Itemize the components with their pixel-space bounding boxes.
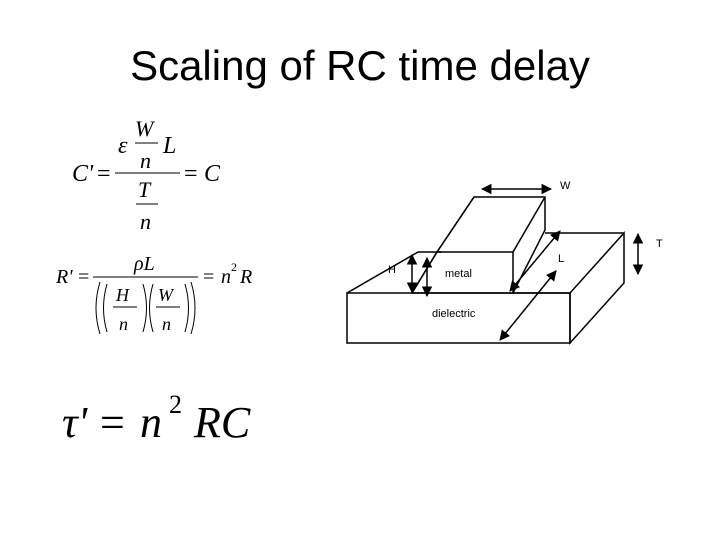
cap-equals-1: = — [97, 161, 111, 187]
metal-front-left-edge — [412, 252, 437, 293]
cap-epsilon: ε — [118, 133, 128, 159]
res-left-paren-2 — [150, 284, 154, 332]
metal-line-figure — [347, 180, 663, 343]
length-label: L — [558, 253, 565, 265]
dielectric-right-face — [570, 233, 624, 343]
cap-equals-2: = — [184, 161, 198, 187]
capacitance-equation — [72, 116, 221, 234]
res-rhs: R — [240, 266, 253, 288]
res-equals-2: = — [203, 266, 215, 288]
slide-title: Scaling of RC time delay — [130, 42, 590, 89]
res-w: W — [158, 285, 173, 305]
res-equals-1: = — [78, 266, 90, 288]
tau-equation — [62, 390, 251, 447]
res-left-paren-1 — [104, 284, 108, 332]
res-n-1: n — [119, 314, 128, 334]
cap-lhs: C' — [72, 161, 94, 187]
metal-label: metal — [445, 268, 472, 280]
cap-n-bottom: n — [140, 209, 151, 234]
cap-w: W — [135, 116, 154, 141]
res-right-paren-2 — [185, 284, 189, 332]
height-label: H — [388, 264, 396, 276]
tau-exponent: 2 — [169, 390, 182, 419]
res-lhs: R' — [56, 266, 73, 288]
width-label: W — [560, 180, 571, 192]
resistance-equation — [55, 253, 252, 334]
tau-lhs: τ' — [62, 398, 88, 447]
tau-equals: = — [100, 398, 125, 447]
cap-n-top: n — [140, 148, 151, 173]
length-depth-arrow — [500, 271, 556, 340]
metal-outline — [412, 197, 545, 293]
res-n-2: n — [162, 314, 171, 334]
thickness-label: T — [656, 238, 663, 250]
metal-top-right-edge — [513, 197, 545, 252]
length-arrow — [510, 231, 560, 291]
metal-top-left-edge — [437, 197, 474, 252]
dielectric-label: dielectric — [432, 308, 476, 320]
tau-n: n — [140, 398, 162, 447]
res-outer-left-paren — [96, 282, 100, 334]
tau-rhs: RC — [194, 398, 251, 447]
res-rho-l: ρL — [134, 253, 155, 275]
res-right-paren-1 — [143, 284, 147, 332]
cap-l: L — [163, 133, 177, 159]
res-exponent: 2 — [231, 260, 237, 274]
cap-rhs: C — [204, 161, 221, 187]
res-outer-right-paren — [191, 282, 195, 334]
cap-t: T — [138, 177, 151, 202]
res-n-squared: n — [221, 266, 231, 288]
res-h: H — [116, 285, 129, 305]
